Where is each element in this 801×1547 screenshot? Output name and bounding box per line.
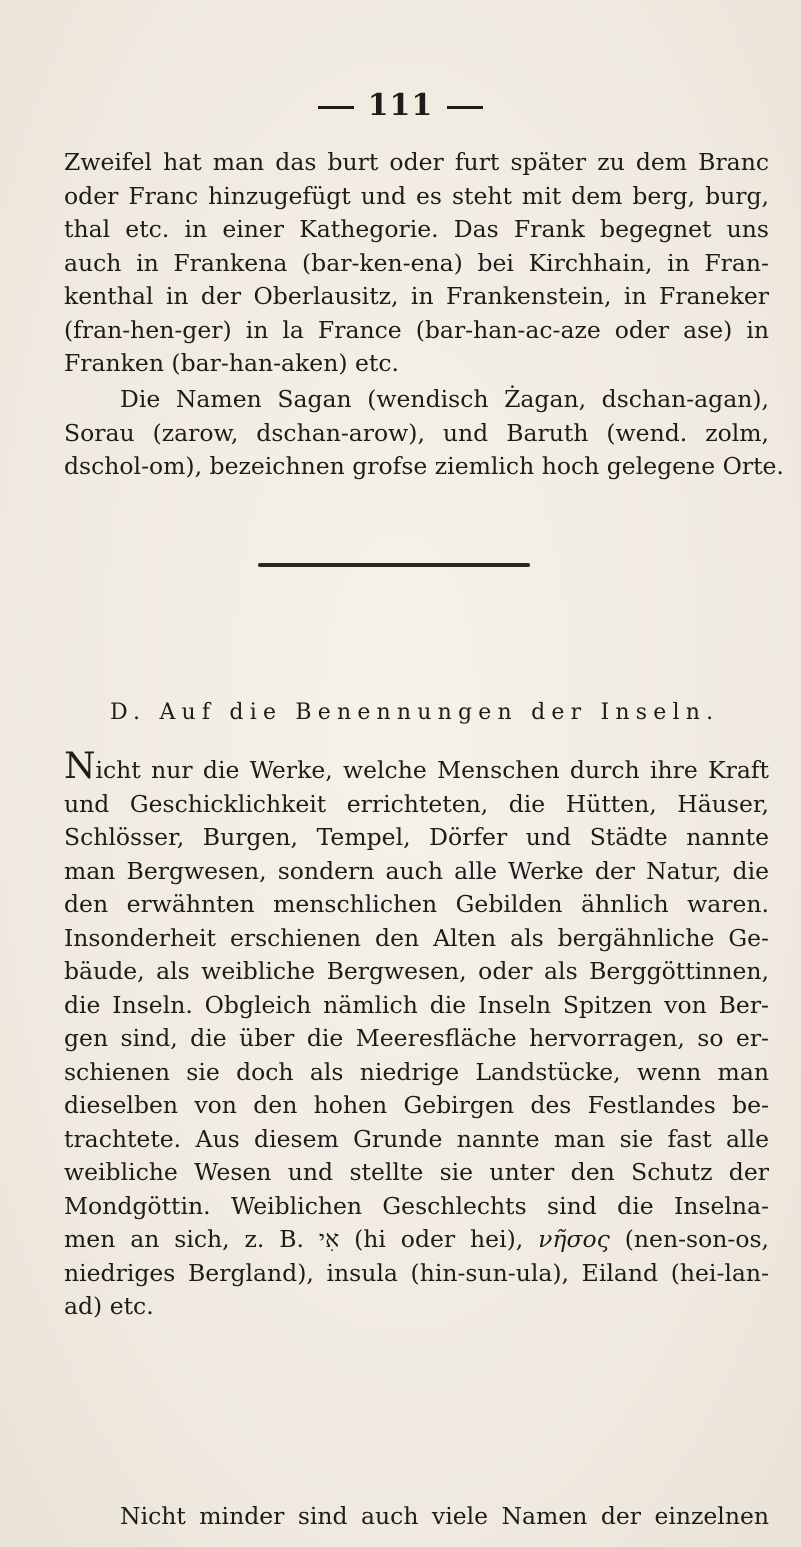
text-line: den erwähnten menschlichen Gebilden ähnlich waren. [64, 890, 769, 918]
paragraph-continuation [64, 1500, 769, 1534]
text-line: Sorau (zarow, dschan-arow), und Baruth (wend. zolm, [64, 418, 769, 447]
greek-word: νῆσος [538, 1225, 610, 1253]
first-line-text: icht nur die Werke, welche Menschen durch ihre Kraft [95, 756, 769, 784]
initial-letter: N [64, 746, 96, 787]
text-line: dieselben von den hohen Gebirgen des Festlandes be- [64, 1091, 769, 1119]
text-line: man Bergwesen, sondern auch alle Werke der Natur, die [64, 856, 769, 885]
text-line: oder Franc hinzugefügt und es steht mit dem berg, burg, [64, 181, 769, 210]
text-line-mixed-script [64, 1223, 769, 1257]
paragraph-franc [64, 146, 769, 381]
text-line: thal etc. in einer Kathegorie. Das Frank begegnet uns [64, 215, 769, 243]
text-line: die Inseln. Obgleich nämlich die Inseln Spitzen von Ber- [64, 990, 769, 1019]
text-line: niedriges Bergland), insula (hin-sun-ula), Eiland (hei-lan- [64, 1258, 769, 1287]
text-line-first [64, 746, 769, 788]
section-heading: D. Auf die Benennungen der Inseln. [110, 700, 720, 725]
paragraph-sagan [64, 383, 784, 484]
text-line: schienen sie doch als niedrige Landstücke, wenn man [64, 1057, 769, 1086]
text-segment: (hi oder hei), [339, 1225, 539, 1253]
text-line: Franken (bar-han-aken) etc. [64, 349, 399, 377]
text-segment: (nen-son-os, [609, 1225, 769, 1253]
text-line: ad) etc. [64, 1292, 154, 1320]
text-line: Zweifel hat man das burt oder furt später zu dem Branc [64, 148, 769, 176]
page-number: 111 [367, 88, 434, 123]
text-line: dschol-om), bezeichnen grofse ziemlich hoch gelegene Orte. [64, 452, 784, 480]
paragraph-inseln [64, 746, 769, 1324]
text-line: bäude, als weibliche Bergwesen, oder als Berggöttinnen, [64, 957, 769, 985]
text-line: kenthal in der Oberlausitz, in Frankenstein, in Franeker [64, 282, 769, 310]
page-header [0, 88, 801, 123]
header-dash-left [318, 106, 354, 109]
text-line: (fran-hen-ger) in la France (bar-han-ac-aze oder ase) in [64, 315, 769, 344]
text-line: Insonderheit erschienen den Alten als bergähnliche Ge- [64, 923, 769, 952]
text-line: Mondgöttin. Weiblichen Geschlechts sind die Inselna- [64, 1191, 769, 1220]
text-line: auch in Frankena (bar-ken-ena) bei Kirchhain, in Fran- [64, 248, 769, 277]
text-line: Nicht minder sind auch viele Namen der einzelnen [120, 1502, 769, 1530]
hebrew-word: אִי [318, 1225, 340, 1253]
section-divider-rule [258, 563, 530, 567]
text-line: Schlösser, Burgen, Tempel, Dörfer und Städte nannte [64, 823, 769, 851]
text-line: und Geschicklichkeit errichteten, die Hütten, Häuser, [64, 789, 769, 818]
header-dash-right [447, 106, 483, 109]
text-segment: men an sich, z. B. [64, 1225, 319, 1253]
text-line: trachtete. Aus diesem Grunde nannte man sie fast alle [64, 1124, 769, 1153]
text-line: Die Namen Sagan (wendisch Żagan, dschan-agan), [120, 385, 769, 413]
text-line: gen sind, die über die Meeresfläche hervorragen, so er- [64, 1024, 769, 1052]
text-line: weibliche Wesen und stellte sie unter den Schutz der [64, 1158, 769, 1186]
